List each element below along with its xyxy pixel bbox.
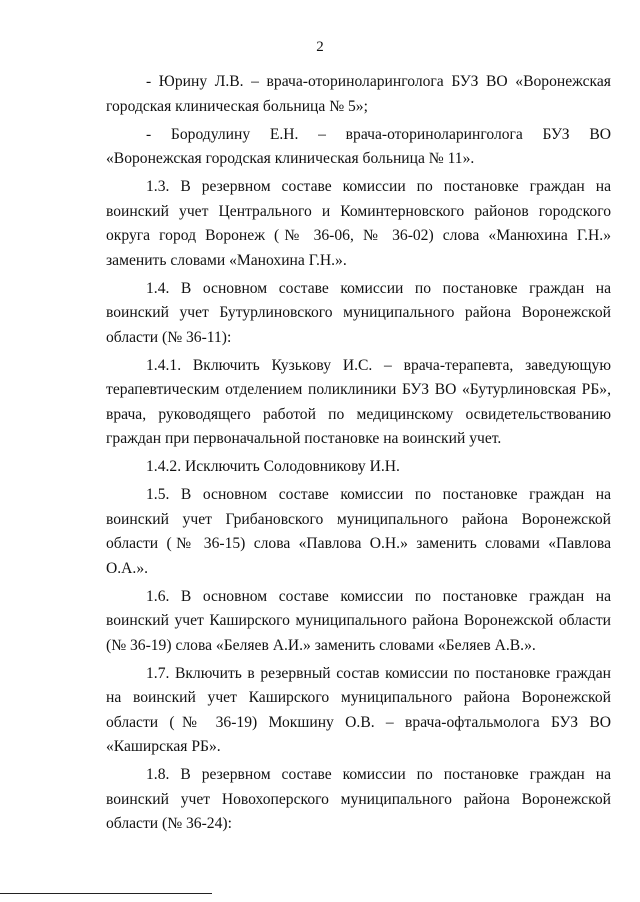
page-number: 2: [316, 39, 324, 55]
paragraph-borodulina: - Бородулину Е.Н. – врача-оториноларинголога БУЗ ВО «Воронежская городская клиническая больница № 11».: [106, 125, 611, 167]
paragraph-1-4: 1.4. В основном составе комиссии по постановке граждан на воинский учет Бутурлиновского муниципального района Воронежской области (№ 36-11):: [106, 279, 611, 346]
paragraph-1-4-2: 1.4.2. Исключить Солодовникову И.Н.: [146, 458, 400, 475]
paragraph-1-3: 1.3. В резервном составе комиссии по постановке граждан на воинский учет Центрального и Коминтерновского районов городского округа город Воронеж (№ 36-06, № 36-02) слова «Манюхина Г.Н.» заменить словами «Манохина Г.Н.».: [106, 178, 611, 269]
paragraph-1-4-1: 1.4.1. Включить Кузькову И.С. – врача-терапевта, заведующую терапевтическим отделением поликлиники БУЗ ВО «Бутурлиновская РБ», врача, руководящего работой по медицинскому освидетельствованию граждан при первоначальной постановке на воинский учет.: [106, 356, 611, 447]
paragraph-yurina: - Юрину Л.В. – врача-оториноларинголога БУЗ ВО «Воронежская городская клиническая больница № 5»;: [106, 73, 611, 115]
paragraph-1-7: 1.7. Включить в резервный состав комиссии по постановке граждан на воинский учет Каширского муниципального района Воронежской области (№ 36-19) Мокшину О.В. – врача-офтальмолога БУЗ ВО «Каширская РБ».: [106, 664, 611, 755]
paragraph-1-6: 1.6. В основном составе комиссии по постановке граждан на воинский учет Каширского муниципального района Воронежской области (№ 36-19) слова «Беляев А.И.» заменить словами «Беляев А.В.».: [106, 587, 611, 654]
document-body: [106, 70, 611, 837]
footnote-separator-line: [0, 893, 212, 894]
paragraph-1-8: 1.8. В резервном составе комиссии по постановке граждан на воинский учет Новохоперского муниципального района Воронежской области (№ 36-24):: [106, 766, 611, 832]
paragraph-1-5: 1.5. В основном составе комиссии по постановке граждан на воинский учет Грибановского муниципального района Воронежской области (№ 36-15) слова «Павлова О.Н.» заменить словами «Павлова О.А.».: [106, 486, 611, 577]
